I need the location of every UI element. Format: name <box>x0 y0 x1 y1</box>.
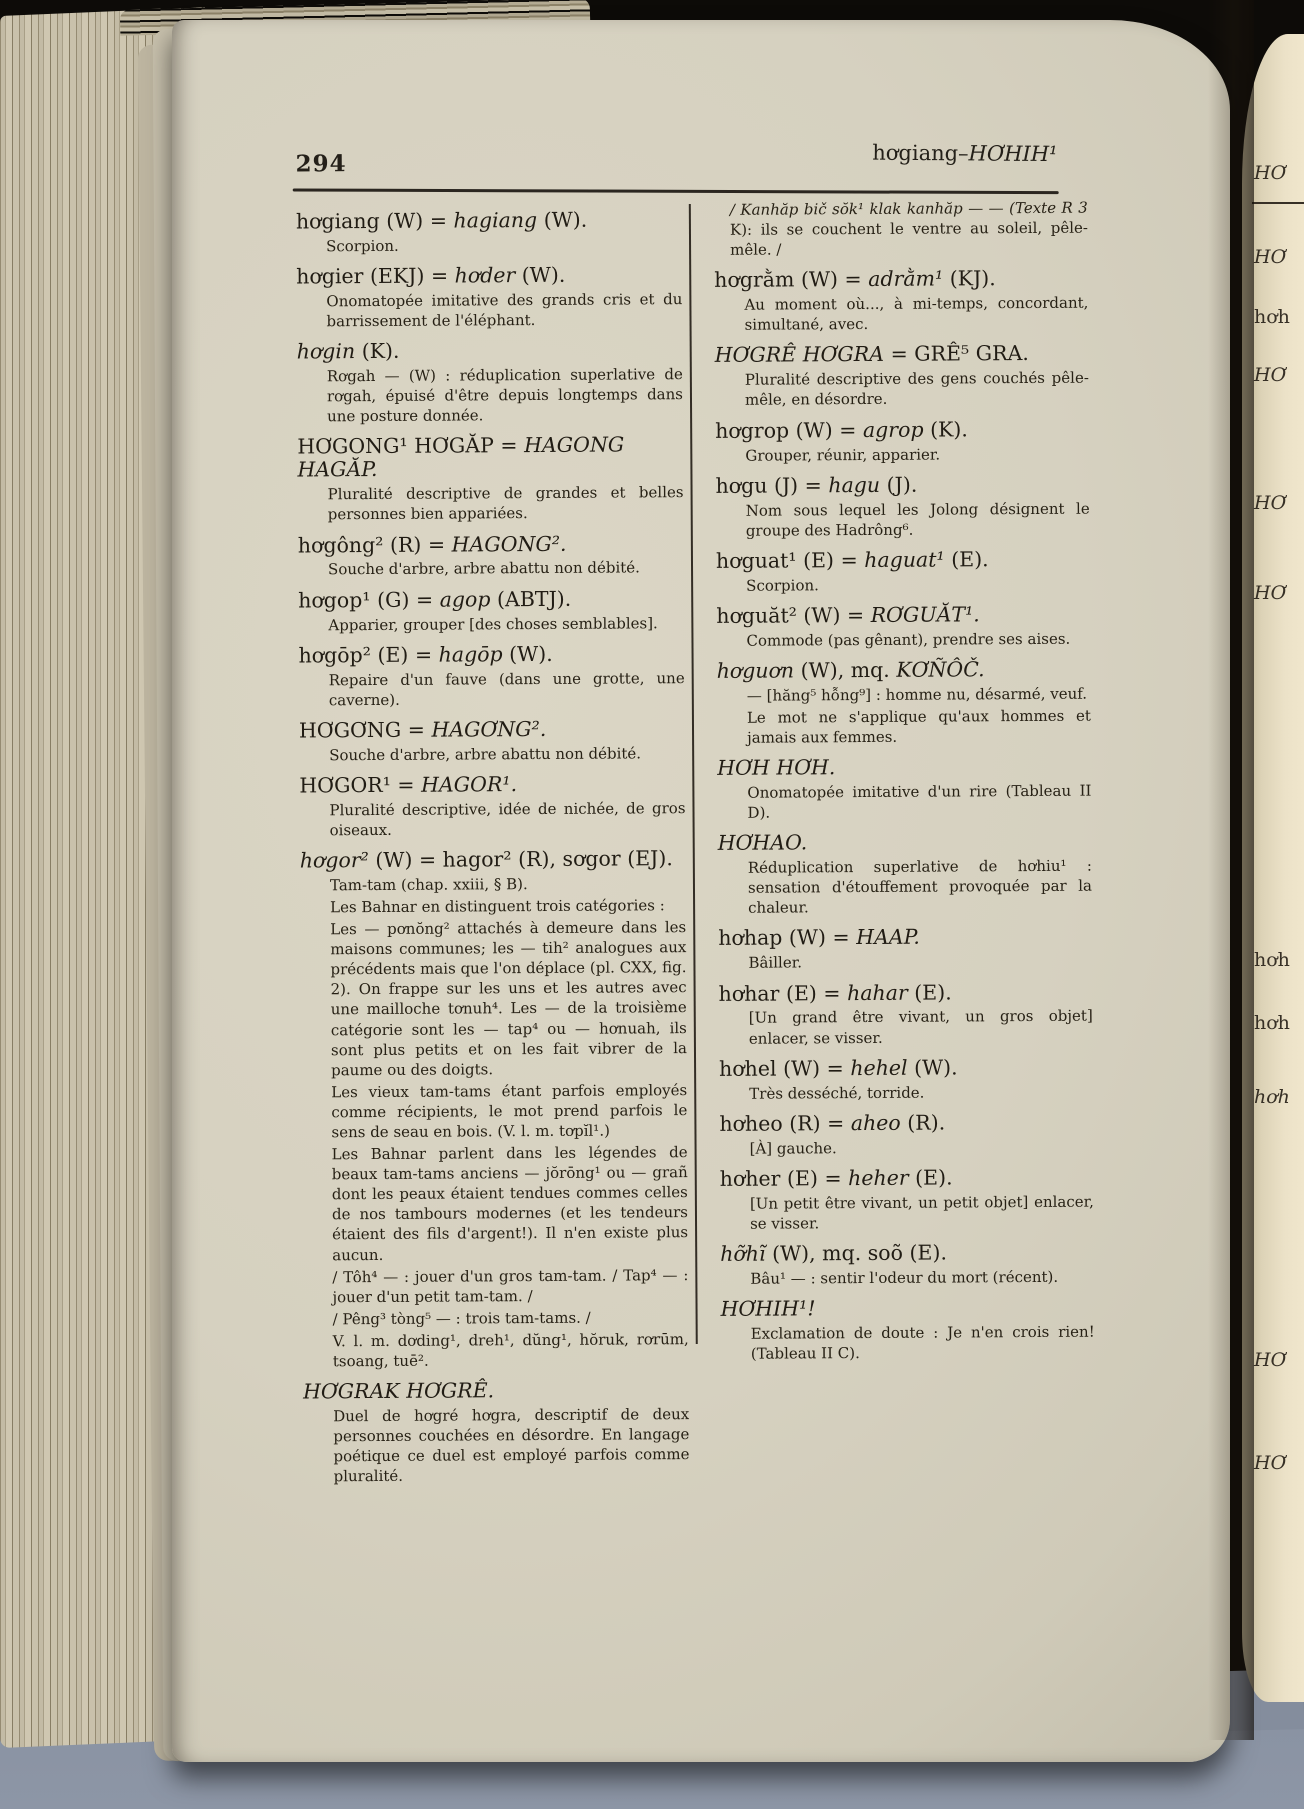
headword-part: haguat¹ <box>864 547 945 572</box>
headword-part: (K). <box>355 339 400 364</box>
headword-part: (W), mq. soõ (E). <box>765 1240 948 1266</box>
headword-part: (E). <box>944 546 989 572</box>
headword <box>720 1240 1094 1265</box>
headword-part: hơgiang– <box>872 140 969 166</box>
headword-part: (KJ). <box>943 266 996 291</box>
dictionary-entry <box>714 267 1088 335</box>
header-rule <box>293 188 1059 194</box>
definition-text: Scorpion. <box>746 575 819 595</box>
headword-part: hơgin <box>296 339 356 364</box>
headword-part: hơheo (R) = <box>719 1110 851 1136</box>
definition-text: Exclamation de doute : Je n'en crois rien! (Tableau II C). <box>750 1322 1095 1363</box>
headword-part: (W). <box>907 1055 958 1080</box>
definition-text: [Un petit être vivant, un petit objet] enlacer, se visser. <box>749 1192 1094 1233</box>
headword-part: HAGOR¹. <box>421 771 518 797</box>
headword-part: (W), mq. <box>794 657 897 683</box>
dictionary-entry <box>719 980 1093 1048</box>
dictionary-entry <box>299 717 685 765</box>
headword <box>297 434 683 482</box>
headword-part: HƠGRÊ HƠGRA <box>714 342 885 368</box>
dictionary-entry <box>715 472 1089 540</box>
headword-part: hơgier (EKJ) = <box>296 263 455 289</box>
dictionary-entry <box>719 1110 1093 1158</box>
dictionary-entry <box>299 772 685 840</box>
headword-part: hơgu (J) = <box>715 472 829 498</box>
headword-part: hahar <box>847 980 908 1005</box>
headword-part: hơhar (E) = <box>718 980 848 1006</box>
definition-text: / Pêng³ tòng⁵ — : trois tam-tams. / <box>332 1308 591 1329</box>
next-page-header-rule <box>1252 202 1304 204</box>
definition-text: Pluralité descriptive des gens couchés pêle-mêle, en désordre. <box>744 368 1089 410</box>
dictionary-entry <box>717 755 1091 823</box>
definition-text: Onomatopée imitative des grands cris et du barrissement de l'éléphant. <box>326 290 683 331</box>
headword-part: = GRÊ⁵ GRA. <box>883 341 1029 367</box>
headword <box>720 1296 1094 1321</box>
definition-text: Pluralité descriptive de grandes et belles personnes bien appariées. <box>327 483 684 524</box>
headword-part: RƠGUĂT¹. <box>870 602 980 627</box>
headword-part: hơhap (W) = <box>718 925 857 951</box>
definition-text: Bâiller. <box>748 953 803 973</box>
headword-part: hagōp <box>438 641 503 667</box>
next-page-headword-fragment: HƠ <box>1254 492 1287 514</box>
headword-part: hơgông² (R) = <box>297 532 452 557</box>
headword-part: HAGONG². <box>451 531 567 557</box>
dictionary-entry <box>717 657 1092 748</box>
headword-part: hehel <box>850 1055 908 1080</box>
dictionary-entry <box>720 1240 1094 1288</box>
headword <box>299 717 685 742</box>
headword-part: (E). <box>908 1165 953 1190</box>
headword-part: HƠGOR¹ = <box>299 772 422 798</box>
next-page-edge <box>1242 34 1304 1702</box>
definition-text: Très desséché, torride. <box>749 1083 925 1103</box>
headword-part: HƠH HƠH. <box>717 755 836 780</box>
headword-part: HƠHIH¹ <box>968 141 1058 167</box>
dictionary-entry <box>303 1378 690 1487</box>
definition-text: Onomatopée imitative d'un rire (Tableau II D). <box>747 781 1092 822</box>
headword-part: KƠÑÔČ. <box>896 657 985 682</box>
headword-part: aheo <box>850 1110 901 1135</box>
dictionary-entry <box>720 1296 1094 1364</box>
dictionary-entry <box>719 1055 1093 1103</box>
headword <box>716 602 1090 627</box>
headword-part: hỡhĩ <box>720 1241 766 1266</box>
headword <box>296 208 682 233</box>
headword-part: HƠGƠNG = <box>298 717 432 743</box>
next-page-headword-fragment: HƠ <box>1254 162 1287 184</box>
definition-text: Les Bahnar en distinguent trois catégories : <box>330 896 665 917</box>
continuation-paragraph <box>714 198 1088 261</box>
headword <box>299 772 685 797</box>
definition-text: [Un grand être vivant, un gros objet] enlacer, se visser. <box>748 1007 1093 1048</box>
definition-text: Les Bahnar parlent dans les légendes de beaux tam-tams anciens — jŏrōng¹ ou — grañ dont les peaux étaient tendues commes celles de nos tambours modernes (et les tendeurs étaient des fils d'argent!). Il n'en existe plus aucun. <box>331 1143 689 1264</box>
definition-text: Souche d'arbre, arbre abattu non débité. <box>327 558 640 579</box>
headword-part: (ABTJ). <box>490 586 572 611</box>
headword <box>297 338 683 363</box>
dictionary-entry <box>716 547 1090 595</box>
definition-text: Duel de hơgré hơgra, descriptif de deux personnes couchées en désordre. En langage poétique ce duel est employé parfois comme pluralité. <box>333 1405 690 1486</box>
dictionary-entry <box>296 263 682 331</box>
headword-part: adrằm¹ <box>868 266 944 292</box>
dictionary-entry <box>716 602 1090 650</box>
definition-text: Apparier, grouper [des choses semblables]. <box>328 613 658 634</box>
headword-part: hơhel (W) = <box>719 1055 851 1081</box>
definition-text: Bâu¹ — : sentir l'odeur du mort (récent). <box>750 1267 1059 1288</box>
definition-text: Grouper, réunir, apparier. <box>745 445 941 465</box>
dictionary-entry <box>297 338 684 427</box>
headword-part: (J). <box>880 472 918 497</box>
headword-part: hơguơn <box>716 658 795 683</box>
headword <box>714 267 1088 292</box>
headword-part: HAGONG HAGĂP. <box>297 432 625 482</box>
definition-text: Réduplication superlative de hơhiu¹ : sensation d'étouffement provoquée par la chaleur. <box>747 856 1093 918</box>
headword-part: hơgor² <box>299 847 369 873</box>
headword <box>298 532 684 557</box>
page-content <box>167 17 1236 1765</box>
headword-part: agop <box>439 586 491 612</box>
headword <box>719 1110 1093 1135</box>
headword-part: HƠHAO. <box>717 830 808 856</box>
headword-part: hơgrằm (W) = <box>714 267 869 293</box>
definition-text: Rơgah — (W) : réduplication superlative de rơgah, épuisé d'être depuis longtemps dans une posture donnée. <box>326 365 684 426</box>
dictionary-entry <box>298 642 684 710</box>
definition-text: Nom sous lequel les Jolong désignent le groupe des Hadrông⁶. <box>745 499 1090 540</box>
dictionary-entry <box>298 587 684 635</box>
headword-part: (R). <box>900 1110 946 1135</box>
headword-part: (W). <box>502 641 553 666</box>
next-page-headword-fragment: HƠ <box>1254 1349 1287 1371</box>
dictionary-entry <box>296 208 682 256</box>
headword <box>717 657 1091 682</box>
definition-text: — [hăng⁵ hỗng⁹] : homme nu, désarmé, veuf. <box>746 684 1088 705</box>
headword <box>715 342 1089 367</box>
column-divider <box>689 204 698 1344</box>
headword-part: hơguat¹ (E) = <box>715 547 865 573</box>
next-page-headword-fragment: hơh <box>1254 949 1290 971</box>
right-column <box>714 198 1095 1373</box>
headword-part: HƠGRAK HƠGRÊ. <box>302 1378 495 1404</box>
headword-part: (K). <box>923 416 968 442</box>
dictionary-entry <box>715 342 1089 410</box>
definition-text: Scorpion. <box>325 236 399 256</box>
definition-text: Commode (pas gênant), prendre ses aises. <box>746 629 1071 650</box>
definition-text: Pluralité descriptive, idée de nichée, de gros oiseaux. <box>329 798 686 840</box>
definition-text: Tam-tam (chap. xxiii, § B). <box>329 874 528 895</box>
headword-part: (W) = hagor² (R), sơgor (EJ). <box>368 846 673 872</box>
definition-text: / Tôh⁴ — : jouer d'un gros tam-tam. / Tap⁴ — : jouer d'un petit tam-tam. / <box>332 1265 689 1307</box>
headword <box>717 755 1091 780</box>
headword <box>298 587 684 612</box>
dictionary-entry <box>720 1165 1094 1233</box>
left-column <box>296 208 690 1496</box>
headword-part: hơher (E) = <box>719 1165 849 1191</box>
dictionary-entry <box>297 434 684 525</box>
headword <box>300 847 686 872</box>
definition-text: / Kanhăp bič sŏk¹ klak kanhăp — — (Texte R 3 K): ils se couchent le ventre au soleil, pêle-mêle. / <box>729 198 1089 259</box>
headword <box>718 925 1092 950</box>
headword <box>719 1055 1093 1080</box>
dictionary-entry <box>298 532 684 580</box>
headword <box>715 417 1089 442</box>
headword <box>716 547 1090 572</box>
headword-part: (E). <box>907 979 952 1005</box>
headword-part: hơgiang (W) = <box>295 208 454 234</box>
headword-part: HAAP. <box>856 925 920 950</box>
headword <box>718 830 1092 855</box>
next-page-headword-fragment: HƠ <box>1254 364 1287 386</box>
dictionary-entry <box>715 417 1089 465</box>
definition-text: Les — pơnŏng² attachés à demeure dans les maisons communes; les — tih² analogues aux précédents mais que l'on déplace (pl. CXX, fig. 2). On frappe sur les uns et les autres avec une mailloche tơnuh⁴. Les — de la troisième catégorie sont les — tap⁴ ou — hơnuah, ils sont plus petits et on les fait vibrer de la paume ou des doigts. <box>330 918 688 1079</box>
page-number: 294 <box>295 150 347 178</box>
next-page-headword-fragment: hơh <box>1254 1012 1290 1034</box>
definition-text: [À] gauche. <box>749 1138 837 1158</box>
headword-part: HƠGONG¹ HƠGĂP = <box>297 433 525 459</box>
next-page-headword-fragment: HƠ <box>1254 1452 1287 1474</box>
headword-part: agrop <box>862 417 924 442</box>
running-header <box>727 140 1057 167</box>
headword-part: hơder <box>454 263 516 288</box>
dictionary-entry <box>718 925 1092 973</box>
headword <box>720 1165 1094 1190</box>
headword-part: hơgrop (W) = <box>715 417 863 443</box>
headword-part: (W). <box>537 207 588 232</box>
headword <box>719 980 1093 1005</box>
dictionary-entry <box>300 847 689 1372</box>
headword-part: heher <box>848 1165 909 1190</box>
headword-part: HAGƠNG². <box>431 716 547 742</box>
next-page-headword-fragment: hơh <box>1254 1086 1290 1108</box>
headword-part: hagiang <box>453 207 538 233</box>
headword-part: hơgōp² (E) = <box>298 642 439 668</box>
book-page <box>172 20 1230 1762</box>
definition-text: Au moment où..., à mi-temps, concordant, simultané, avec. <box>744 293 1089 335</box>
next-page-headword-fragment: HƠ <box>1254 246 1287 268</box>
dictionary-entry <box>718 830 1093 919</box>
headword-part: (W). <box>515 262 566 288</box>
headword-part: hơguăt² (W) = <box>716 602 871 628</box>
definition-text: Souche d'arbre, arbre abattu non débité. <box>329 744 642 764</box>
next-page-headword-fragment: HƠ <box>1254 582 1287 604</box>
definition-text: V. l. m. dơding¹, dreh¹, dŭng¹, hŏruk, rơrūm, tsoang, tuē². <box>332 1330 689 1371</box>
headword-part: hagu <box>828 472 881 497</box>
definition-text: Les vieux tam-tams étant parfois employés comme récipients, le mot prend parfois le sens de seau en bois. (V. l. m. tơpĭl¹.) <box>331 1080 688 1142</box>
headword <box>303 1378 689 1403</box>
headword <box>298 642 684 667</box>
headword-part: HƠHIH¹! <box>720 1296 816 1321</box>
headword-part: hơgop¹ (G) = <box>298 587 440 613</box>
headword <box>296 263 682 288</box>
next-page-headword-fragment: hơh <box>1254 306 1290 328</box>
definition-text: Le mot ne s'applique qu'aux hommes et jamais aux femmes. <box>746 706 1091 747</box>
definition-text: Repaire d'un fauve (dans une grotte, une caverne). <box>328 668 685 709</box>
headword <box>715 472 1089 497</box>
